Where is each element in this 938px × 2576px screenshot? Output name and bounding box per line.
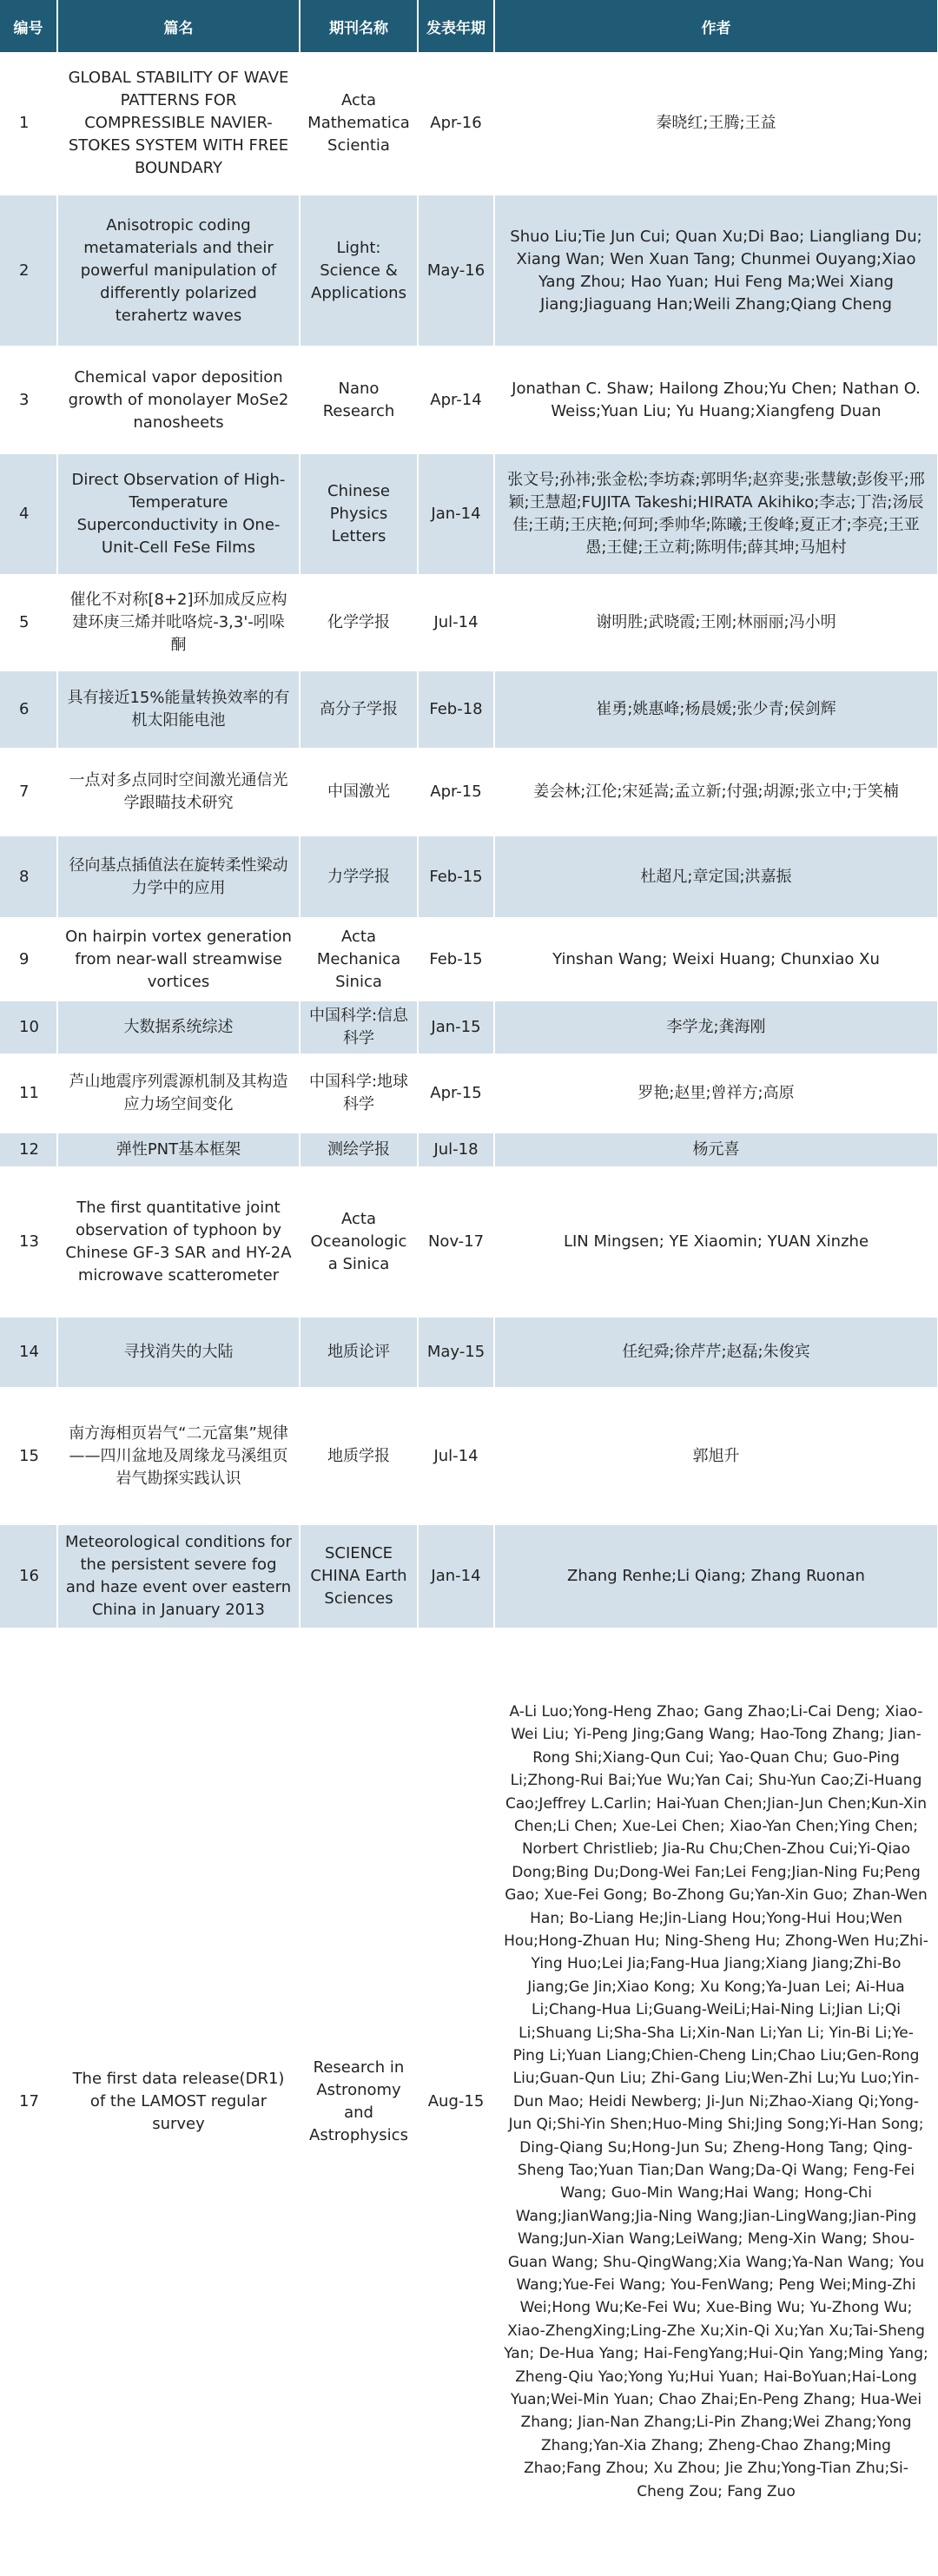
row-authors: A-Li Luo;Yong-Heng Zhao; Gang Zhao;Li-Cai Deng; Xiao-Wei Liu; Yi-Peng Jing;Gang Wang; Hao-Tong Zhang; Jian-Rong Shi;Xiang-Qun Cui; Yao-Quan Chu; Guo-Ping Li;Zhong-Rui Bai;Yue Wu;Yan Cai; Shu-Yun Cao;Zi-Huang Cao;Jeffrey L.Carlin; Hai-Yuan Chen;Jian-Jun Chen;Kun-Xin Chen;Li Chen; Xue-Lei Chen; Xiao-Yan Chen;Ying Chen; Norbert Christlieb; Jia-Ru Chu;Chen-Zhou Cui;Yi-Qiao Dong;Bing Du;Dong-Wei Fan;Lei Feng;Jian-Ning Fu;Peng Gao; Xue-Fei Gong; Bo-Zhong Gu;Yan-Xin Guo; Zhan-Wen Han; Bo-Liang He;Jin-Liang Hou;Yong-Hui Hou;Wen Hou;Hong-Zhuan Hu; Ning-Sheng Hu; Zhong-Wen Hu;Zhi-Ying Huo;Lei Jia;Fang-Hua Jiang;Xiang Jiang;Zhi-Bo Jiang;Ge Jin;Xiao Kong; Xu Kong;Ya-Juan Lei; Ai-Hua Li;Chang-Hua Li;Guang-WeiLi;Hai-Ning Li;Jian Li;Qi Li;Shuang Li;Sha-Sha Li;Xin-Nan Li;Yan Li; Yin-Bi Li;Ye-Ping Li;Yuan Liang;Chien-Cheng Lin;Chao Liu;Gen-Rong Liu;Guan-Qun Liu; Zhi-Gang Liu;Wen-Zhi Lu;Yu Luo;Yin-Dun Mao; Heidi Newberg; Ji-Jun Ni;Zhao-Xiang Qi;Yong-Jun Qi;Shi-Yin Shen;Huo-Ming Shi;Jing Song;Yi-Han Song; Ding-Qiang Su;Hong-Jun Su; Zheng-Hong Tang; Qing-Sheng Tao;Yuan Tian;Dan Wang;Da-Qi Wang; Feng-Fei Wang; Guo-Min Wang;Hai Wang; Hong-Chi Wang;JianWang;Jia-Ning Wang;Jian-LingWang;Jian-Ping Wang;Jun-Xian Wang;LeiWang; Meng-Xin Wang; Shou-Guan Wang; Shu-QingWang;Xia Wang;Ya-Nan Wang; You Wang;Yue-Fei Wang; You-FenWang; Peng Wei;Ming-Zhi Wei;Hong Wu;Ke-Fei Wu; Xue-Bing Wu; Yu-Zhong Wu; Xiao-ZhengXing;Ling-Zhe Xu;Xin-Qi Xu;Yan Xu;Tai-Sheng Yan; De-Hua Yang; Hai-FengYang;Hui-Qin Yang;Ming Yang; Zheng-Qiu Yao;Yong Yu;Hui Yuan; Hai-BoYuan;Hai-Long Yuan;Wei-Min Yuan; Chao Zhai;En-Peng Zhang; Hua-Wei Zhang; Jian-Nan Zhang;Li-Pin Zhang;Wei Zhang;Yong Zhang;Yan-Xia Zhang; Zheng-Chao Zhang;Ming Zhao;Fang Zhou; Xu Zhou; Jie Zhu;Yong-Tian Zhu;Si-Cheng Zou; Fang Zuo [494, 1628, 938, 2575]
table-row [0, 1317, 938, 1388]
row-date: Jul-18 [418, 1133, 494, 1167]
row-authors: 崔勇;姚惠峰;杨晨媛;张少青;侯剑辉 [494, 670, 938, 749]
row-num: 15 [0, 1388, 57, 1524]
table-row [0, 575, 938, 670]
row-date: Apr-16 [418, 52, 494, 195]
header-row [0, 0, 938, 52]
table-row [0, 1001, 938, 1054]
row-authors: 杜超凡;章定国;洪嘉振 [494, 836, 938, 918]
row-date: Apr-15 [418, 749, 494, 836]
row-authors: Yinshan Wang; Weixi Huang; Chunxiao Xu [494, 918, 938, 1001]
row-num: 17 [0, 1628, 57, 2575]
row-date: May-16 [418, 195, 494, 347]
table-row [0, 195, 938, 347]
row-num: 9 [0, 918, 57, 1001]
row-journal: 高分子学报 [300, 670, 418, 749]
row-journal: 中国科学:地球科学 [300, 1054, 418, 1133]
row-journal: 测绘学报 [300, 1133, 418, 1167]
row-title: 芦山地震序列震源机制及其构造应力场空间变化 [57, 1054, 300, 1133]
row-num: 2 [0, 195, 57, 347]
row-authors: 谢明胜;武晓霞;王刚;林丽丽;冯小明 [494, 575, 938, 670]
row-journal: Chinese Physics Letters [300, 453, 418, 575]
row-authors: 罗艳;赵里;曾祥方;高原 [494, 1054, 938, 1133]
row-authors: 姜会林;江伦;宋延嵩;孟立新;付强;胡源;张立中;于笑楠 [494, 749, 938, 836]
row-title: Chemical vapor deposition growth of monolayer MoSe2 nanosheets [57, 347, 300, 453]
row-num: 16 [0, 1524, 57, 1628]
row-authors: 任纪舜;徐芹芹;赵磊;朱俊宾 [494, 1317, 938, 1388]
row-num: 5 [0, 575, 57, 670]
row-date: Feb-15 [418, 836, 494, 918]
row-authors: 张文号;孙祎;张金松;李坊森;郭明华;赵弈斐;张慧敏;彭俊平;邢颖;王慧超;FUJITA Takeshi;HIRATA Akihiko;李志;丁浩;汤辰佳;王萌;王庆艳;何珂;季帅华;陈曦;王俊峰;夏正才;李亮;王亚愚;王健;王立莉;陈明伟;薛其坤;马旭村 [494, 453, 938, 575]
row-title: The first quantitative joint observation of typhoon by Chinese GF-3 SAR and HY-2A microwave scatterometer [57, 1167, 300, 1317]
row-num: 11 [0, 1054, 57, 1133]
row-journal: 中国激光 [300, 749, 418, 836]
row-date: Nov-17 [418, 1167, 494, 1317]
row-num: 8 [0, 836, 57, 918]
table-row [0, 1054, 938, 1133]
header-authors: 作者 [494, 0, 938, 52]
row-title: Anisotropic coding metamaterials and their powerful manipulation of differently polarized terahertz waves [57, 195, 300, 347]
header-num: 编号 [0, 0, 57, 52]
row-title: Meteorological conditions for the persistent severe fog and haze event over eastern China in January 2013 [57, 1524, 300, 1628]
row-date: May-15 [418, 1317, 494, 1388]
table-row [0, 347, 938, 453]
row-num: 14 [0, 1317, 57, 1388]
row-title: 具有接近15%能量转换效率的有机太阳能电池 [57, 670, 300, 749]
header-date: 发表年期 [418, 0, 494, 52]
row-journal: 化学学报 [300, 575, 418, 670]
row-journal: Light: Science & Applications [300, 195, 418, 347]
header-title: 篇名 [57, 0, 300, 52]
table-row [0, 1388, 938, 1524]
table-row [0, 1524, 938, 1628]
row-date: Aug-15 [418, 1628, 494, 2575]
row-authors: Zhang Renhe;Li Qiang; Zhang Ruonan [494, 1524, 938, 1628]
table-row [0, 1167, 938, 1317]
row-num: 12 [0, 1133, 57, 1167]
row-journal: SCIENCE CHINA Earth Sciences [300, 1524, 418, 1628]
row-title: The first data release(DR1) of the LAMOST regular survey [57, 1628, 300, 2575]
row-journal: Acta Oceanologica Sinica [300, 1167, 418, 1317]
table-row [0, 52, 938, 195]
row-num: 4 [0, 453, 57, 575]
row-date: Feb-15 [418, 918, 494, 1001]
row-date: Apr-15 [418, 1054, 494, 1133]
table-row [0, 453, 938, 575]
row-num: 3 [0, 347, 57, 453]
row-title: 南方海相页岩气“二元富集”规律——四川盆地及周缘龙马溪组页岩气勘探实践认识 [57, 1388, 300, 1524]
row-title: GLOBAL STABILITY OF WAVE PATTERNS FOR COMPRESSIBLE NAVIER-STOKES SYSTEM WITH FREE BOUNDARY [57, 52, 300, 195]
row-date: Feb-18 [418, 670, 494, 749]
row-journal: Acta Mathematica Scientia [300, 52, 418, 195]
row-authors: 李学龙;龚海刚 [494, 1001, 938, 1054]
row-journal: 力学学报 [300, 836, 418, 918]
row-title: On hairpin vortex generation from near-wall streamwise vortices [57, 918, 300, 1001]
table-row [0, 1628, 938, 2575]
row-journal: 地质论评 [300, 1317, 418, 1388]
row-date: Apr-14 [418, 347, 494, 453]
table-row [0, 670, 938, 749]
row-date: Jan-14 [418, 1524, 494, 1628]
header-journal: 期刊名称 [300, 0, 418, 52]
row-authors: 秦晓红;王腾;王益 [494, 52, 938, 195]
table-row [0, 918, 938, 1001]
row-authors: Shuo Liu;Tie Jun Cui; Quan Xu;Di Bao; Liangliang Du; Xiang Wan; Wen Xuan Tang; Chunmei Ouyang;Xiao Yang Zhou; Hao Yuan; Hui Feng Ma;Wei Xiang Jiang;Jiaguang Han;Weili Zhang;Qiang Cheng [494, 195, 938, 347]
row-authors: Jonathan C. Shaw; Hailong Zhou;Yu Chen; Nathan O. Weiss;Yuan Liu; Yu Huang;Xiangfeng Duan [494, 347, 938, 453]
row-title: 弹性PNT基本框架 [57, 1133, 300, 1167]
row-authors: LIN Mingsen; YE Xiaomin; YUAN Xinzhe [494, 1167, 938, 1317]
table-row [0, 749, 938, 836]
row-journal: 中国科学:信息科学 [300, 1001, 418, 1054]
row-authors: 郭旭升 [494, 1388, 938, 1524]
row-journal: Nano Research [300, 347, 418, 453]
row-journal: 地质学报 [300, 1388, 418, 1524]
row-num: 10 [0, 1001, 57, 1054]
table-row [0, 836, 938, 918]
row-title: 大数据系统综述 [57, 1001, 300, 1054]
row-title: 径向基点插值法在旋转柔性梁动力学中的应用 [57, 836, 300, 918]
row-title: Direct Observation of High-Temperature Superconductivity in One-Unit-Cell FeSe Films [57, 453, 300, 575]
row-authors: 杨元喜 [494, 1133, 938, 1167]
row-title: 寻找消失的大陆 [57, 1317, 300, 1388]
row-num: 6 [0, 670, 57, 749]
row-num: 1 [0, 52, 57, 195]
row-date: Jul-14 [418, 1388, 494, 1524]
row-num: 13 [0, 1167, 57, 1317]
row-title: 一点对多点同时空间激光通信光学跟瞄技术研究 [57, 749, 300, 836]
row-title: 催化不对称[8+2]环加成反应构建环庚三烯并吡咯烷-3,3'-吲哚酮 [57, 575, 300, 670]
row-date: Jan-14 [418, 453, 494, 575]
row-date: Jul-14 [418, 575, 494, 670]
row-date: Jan-15 [418, 1001, 494, 1054]
row-num: 7 [0, 749, 57, 836]
row-journal: Acta Mechanica Sinica [300, 918, 418, 1001]
table-row [0, 1133, 938, 1167]
row-journal: Research in Astronomy and Astrophysics [300, 1628, 418, 2575]
